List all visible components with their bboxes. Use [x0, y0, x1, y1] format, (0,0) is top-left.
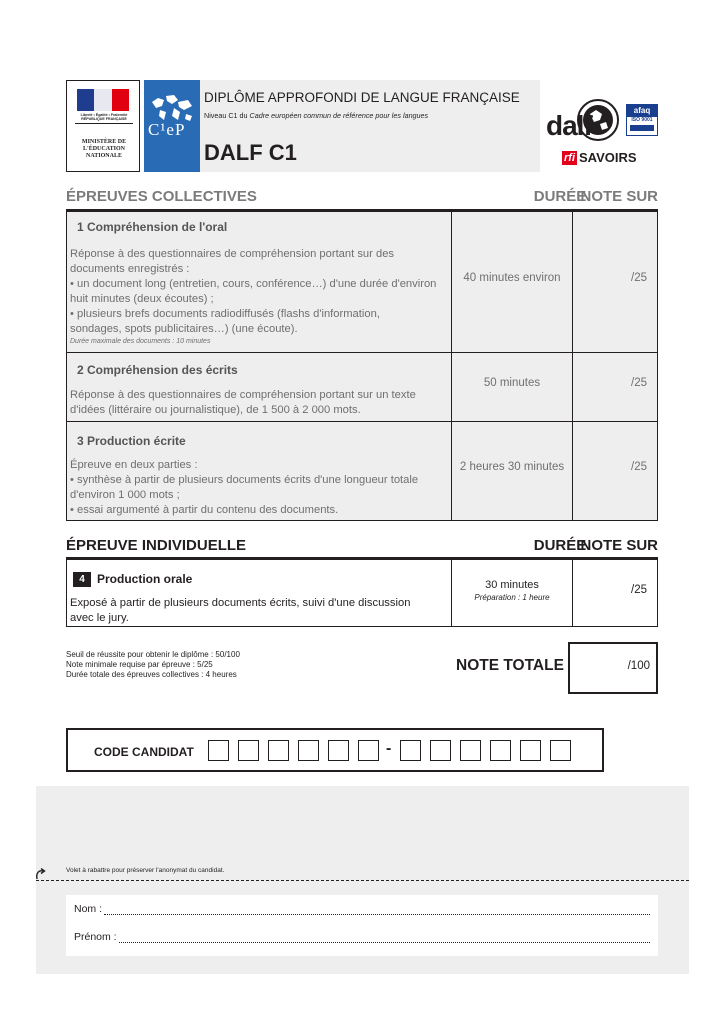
- marianne-flag-icon: [77, 89, 129, 111]
- preparation-note: Préparation : 1 heure: [474, 593, 550, 602]
- afaq-certification-logo: afaq ISO 9001: [626, 104, 658, 136]
- note-totale-field[interactable]: [568, 642, 658, 694]
- code-digit-box[interactable]: [358, 740, 379, 761]
- note-totale-label: NOTE TOTALE: [456, 657, 564, 674]
- code-digit-box[interactable]: [328, 740, 349, 761]
- code-digit-box[interactable]: [430, 740, 451, 761]
- epreuve-text: Réponse à des questionnaires de compréhension portant sur des documents enregistrés : • un document long (entretien, cours, conférence…) d'une durée d'environ huit minutes (deux écoutes) ; • plusieurs brefs documents radiodiffusés (flashs d'information, sondages, spots publicitaires…) (une écoute).: [70, 248, 437, 335]
- logo-divider: [75, 123, 133, 124]
- code-candidat-label: CODE CANDIDAT: [94, 745, 194, 759]
- code-candidat-box: [66, 728, 604, 772]
- epreuve-title: 3 Production écrite: [77, 434, 186, 448]
- epreuve-row-1: [66, 211, 658, 353]
- code-digit-box[interactable]: [400, 740, 421, 761]
- epreuve-note: /25: [572, 211, 658, 353]
- code-digit-box[interactable]: [298, 740, 319, 761]
- nom-field[interactable]: [74, 903, 650, 915]
- individuelle-heading: ÉPREUVE INDIVIDUELLE: [66, 537, 247, 554]
- flap-instruction: Volet à rabattre pour préserver l'anonymat du candidat.: [66, 867, 225, 874]
- code-digit-box[interactable]: [268, 740, 289, 761]
- code-separator: -: [386, 740, 392, 757]
- epreuve-note: /25: [572, 352, 658, 422]
- epreuve-title: Production orale: [97, 572, 193, 586]
- epreuve-description: [66, 421, 452, 521]
- code-digit-box[interactable]: [550, 740, 571, 761]
- identity-fields: [66, 895, 658, 956]
- code-digit-box[interactable]: [520, 740, 541, 761]
- diploma-subtitle: Niveau C1 du Cadre européen commun de référence pour les langues: [204, 111, 429, 120]
- note-heading: NOTE SUR: [580, 537, 658, 554]
- epreuve-text: Exposé à partir de plusieurs documents écrits, suivi d'une discussion avec le jury.: [70, 597, 411, 624]
- epreuve-duree: 50 minutes: [451, 352, 573, 422]
- code-digit-box[interactable]: [490, 740, 511, 761]
- epreuve-row-3: [66, 421, 658, 521]
- epreuve-text: Épreuve en deux parties : • synthèse à partir de plusieurs documents écrits d'une longueur totale d'environ 1 000 mots ; • essai argumenté à partir du contenu des documents.: [70, 459, 419, 516]
- epreuve-row-4: [66, 559, 658, 627]
- rfi-savoirs-logo: rfi SAVOIRS: [564, 150, 637, 165]
- diploma-level: DALF C1: [204, 140, 297, 165]
- epreuve-description: [66, 559, 452, 627]
- republique-text: Liberté • Égalité • Fraternité RÉPUBLIQUE FRANÇAISE: [80, 113, 128, 122]
- fold-line: [36, 880, 689, 881]
- collectives-heading: ÉPREUVES COLLECTIVES: [66, 188, 257, 205]
- duree-heading: DURÉE: [533, 188, 587, 205]
- nom-label: Nom :: [74, 903, 103, 915]
- epreuve-description: [66, 352, 452, 422]
- individuelle-header: [66, 537, 658, 559]
- partner-logos: [540, 84, 690, 172]
- document-header: [66, 80, 690, 172]
- dalf-logo-text: dalf: [546, 110, 592, 141]
- prenom-label: Prénom :: [74, 931, 117, 943]
- diploma-title: DIPLÔME APPROFONDI DE LANGUE FRANÇAISE: [204, 90, 520, 105]
- exam-rules: Seuil de réussite pour obtenir le diplôme : 50/100 Note minimale requise par épreuve : 5/25 Durée totale des épreuves collectives : 4 heures: [66, 650, 240, 679]
- duree-heading: DURÉE: [533, 537, 587, 554]
- epreuve-note: /25: [572, 421, 658, 521]
- code-digit-box[interactable]: [208, 740, 229, 761]
- note-totale-value: /100: [627, 660, 650, 672]
- code-digit-box[interactable]: [238, 740, 259, 761]
- collectives-header: [66, 188, 658, 210]
- epreuve-duree: 30 minutes Préparation : 1 heure: [451, 559, 573, 627]
- marianne-logo-block: [66, 80, 140, 172]
- epreuve-small-note: Durée maximale des documents : 10 minutes: [70, 338, 211, 345]
- epreuve-number-badge: 4: [73, 572, 91, 587]
- epreuve-title: 1 Compréhension de l'oral: [77, 220, 228, 234]
- nom-line[interactable]: [104, 907, 650, 915]
- epreuve-note: /25: [572, 559, 658, 627]
- code-digit-box[interactable]: [460, 740, 481, 761]
- epreuve-description: [66, 211, 452, 353]
- ministere-label: MINISTÈRE DE L'ÉDUCATION NATIONALE: [81, 139, 127, 159]
- ciep-text: C¹eP: [148, 120, 186, 139]
- epreuve-text: Réponse à des questionnaires de compréhension portant sur un texte d'idées (littéraire ou journalistique), de 1 500 à 2 000 mots.: [70, 389, 416, 416]
- title-block: [200, 80, 540, 172]
- epreuve-title: 2 Compréhension des écrits: [77, 363, 238, 377]
- epreuve-row-2: [66, 352, 658, 422]
- ciep-logo: [144, 80, 200, 172]
- prenom-line[interactable]: [119, 935, 650, 943]
- epreuve-duree: 40 minutes environ: [451, 211, 573, 353]
- note-heading: NOTE SUR: [580, 188, 658, 205]
- prenom-field[interactable]: [74, 931, 650, 943]
- epreuve-duree: 2 heures 30 minutes: [451, 421, 573, 521]
